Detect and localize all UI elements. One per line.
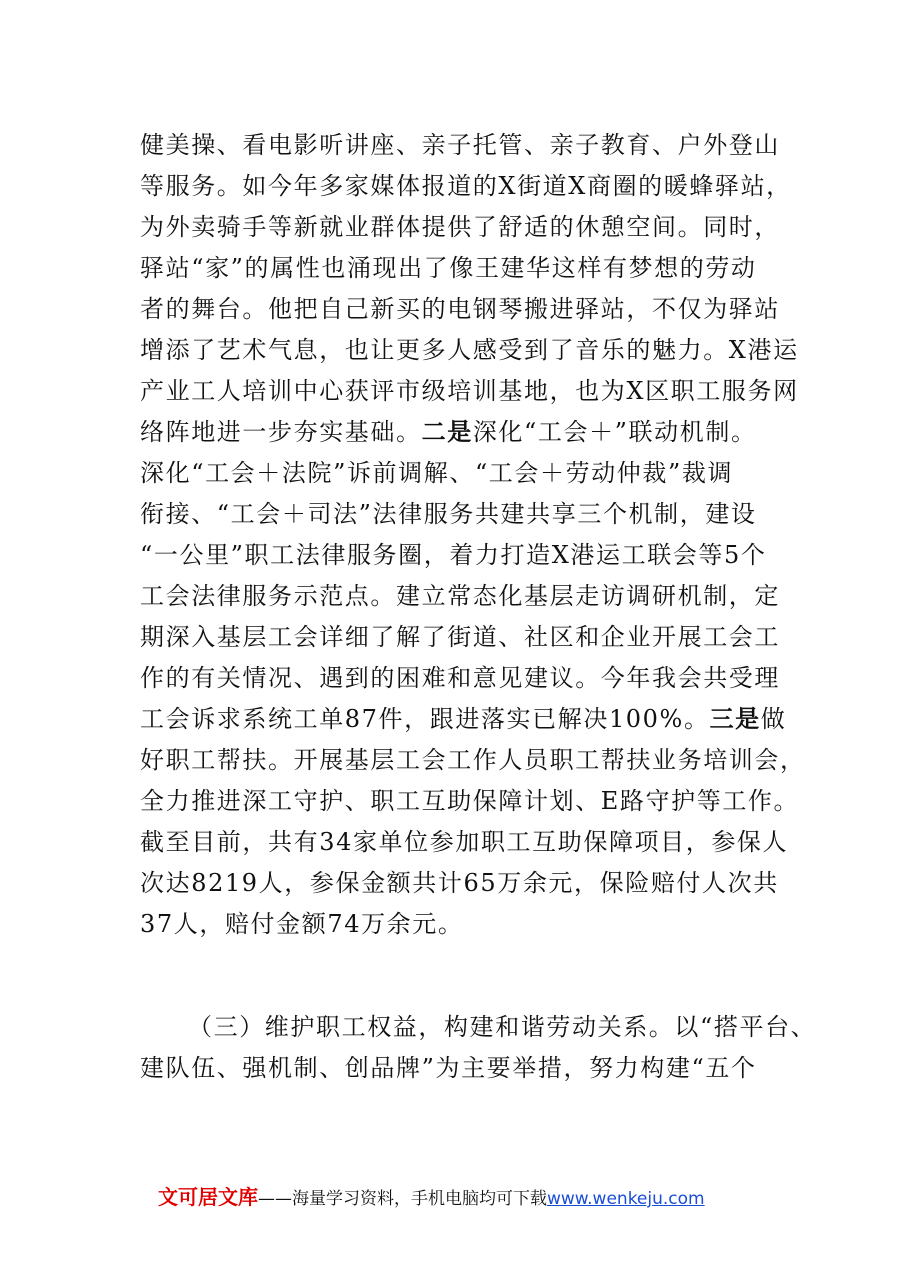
footer-banner [158, 1182, 705, 1212]
body-text-line: 全力推进深工守护、职工互助保障计划、E路守护等工作。 [140, 787, 800, 815]
body-text-line: 衔接、“工会＋司法”法律服务共建共享三个机制，建设 [140, 500, 757, 528]
text-segment: 络阵地进一步夯实基础。 [140, 418, 422, 446]
body-text-line: 驿站“家”的属性也涌现出了像王建华这样有梦想的劳动 [140, 254, 757, 282]
section-heading-line: （三）维护职工权益，构建和谐劳动关系。以“搭平台、 [188, 1013, 817, 1041]
bold-marker: 三是 [709, 704, 761, 733]
body-text-line: 等服务。如今年多家媒体报道的X街道X商圈的暖蜂驿站， [140, 172, 792, 200]
body-text-line: 健美操、看电影听讲座、亲子托管、亲子教育、户外登山 [140, 131, 780, 159]
body-text-line: 好职工帮扶。开展基层工会工作人员职工帮扶业务培训会， [140, 746, 806, 774]
text-segment: 做 [760, 705, 787, 733]
text-segment: 深化“工会＋”联动机制。 [472, 418, 757, 446]
website-link[interactable]: www.wenkeju.com [547, 1189, 705, 1209]
body-text-line: 增添了艺术气息，也让更多人感受到了音乐的魅力。X港运 [140, 336, 799, 364]
body-text-line: 次达8219人，参保金额共计65万余元，保险赔付人次共 [140, 869, 779, 897]
body-text-line [140, 699, 786, 739]
bold-marker: 二是 [421, 417, 473, 446]
body-text-line: 期深入基层工会详细了解了街道、社区和企业开展工会工 [140, 623, 780, 651]
body-text-line: 截至目前，共有34家单位参加职工互助保障项目，参保人 [140, 828, 789, 856]
body-text-line: “一公里”职工法律服务圈，着力打造X港运工联会等5个 [140, 541, 767, 569]
body-text-line: 者的舞台。他把自己新买的电钢琴搬进驿站，不仅为驿站 [140, 295, 780, 323]
body-text-line [140, 412, 757, 452]
footer-tagline: ——海量学习资料，手机电脑均可下载 [258, 1189, 547, 1209]
text-segment: 工会诉求系统工单87件，跟进落实已解决100%。 [140, 705, 710, 733]
body-text-line: 作的有关情况、遇到的困难和意见建议。今年我会共受理 [140, 664, 780, 692]
body-text-line: 深化“工会＋法院”诉前调解、“工会＋劳动仲裁”裁调 [140, 459, 734, 487]
body-text-line: 37人，赔付金额74万余元。 [140, 910, 464, 938]
body-text-line: 产业工人培训中心获评市级培训基地，也为X区职工服务网 [140, 377, 799, 405]
body-text-line: 工会法律服务示范点。建立常态化基层走访调研机制，定 [140, 582, 780, 610]
body-text-line: 建队伍、强机制、创品牌”为主要举措，努力构建“五个 [140, 1054, 757, 1082]
brand-name: 文可居文库 [158, 1185, 258, 1209]
body-text-line: 为外卖骑手等新就业群体提供了舒适的休憩空间。同时， [140, 213, 780, 241]
